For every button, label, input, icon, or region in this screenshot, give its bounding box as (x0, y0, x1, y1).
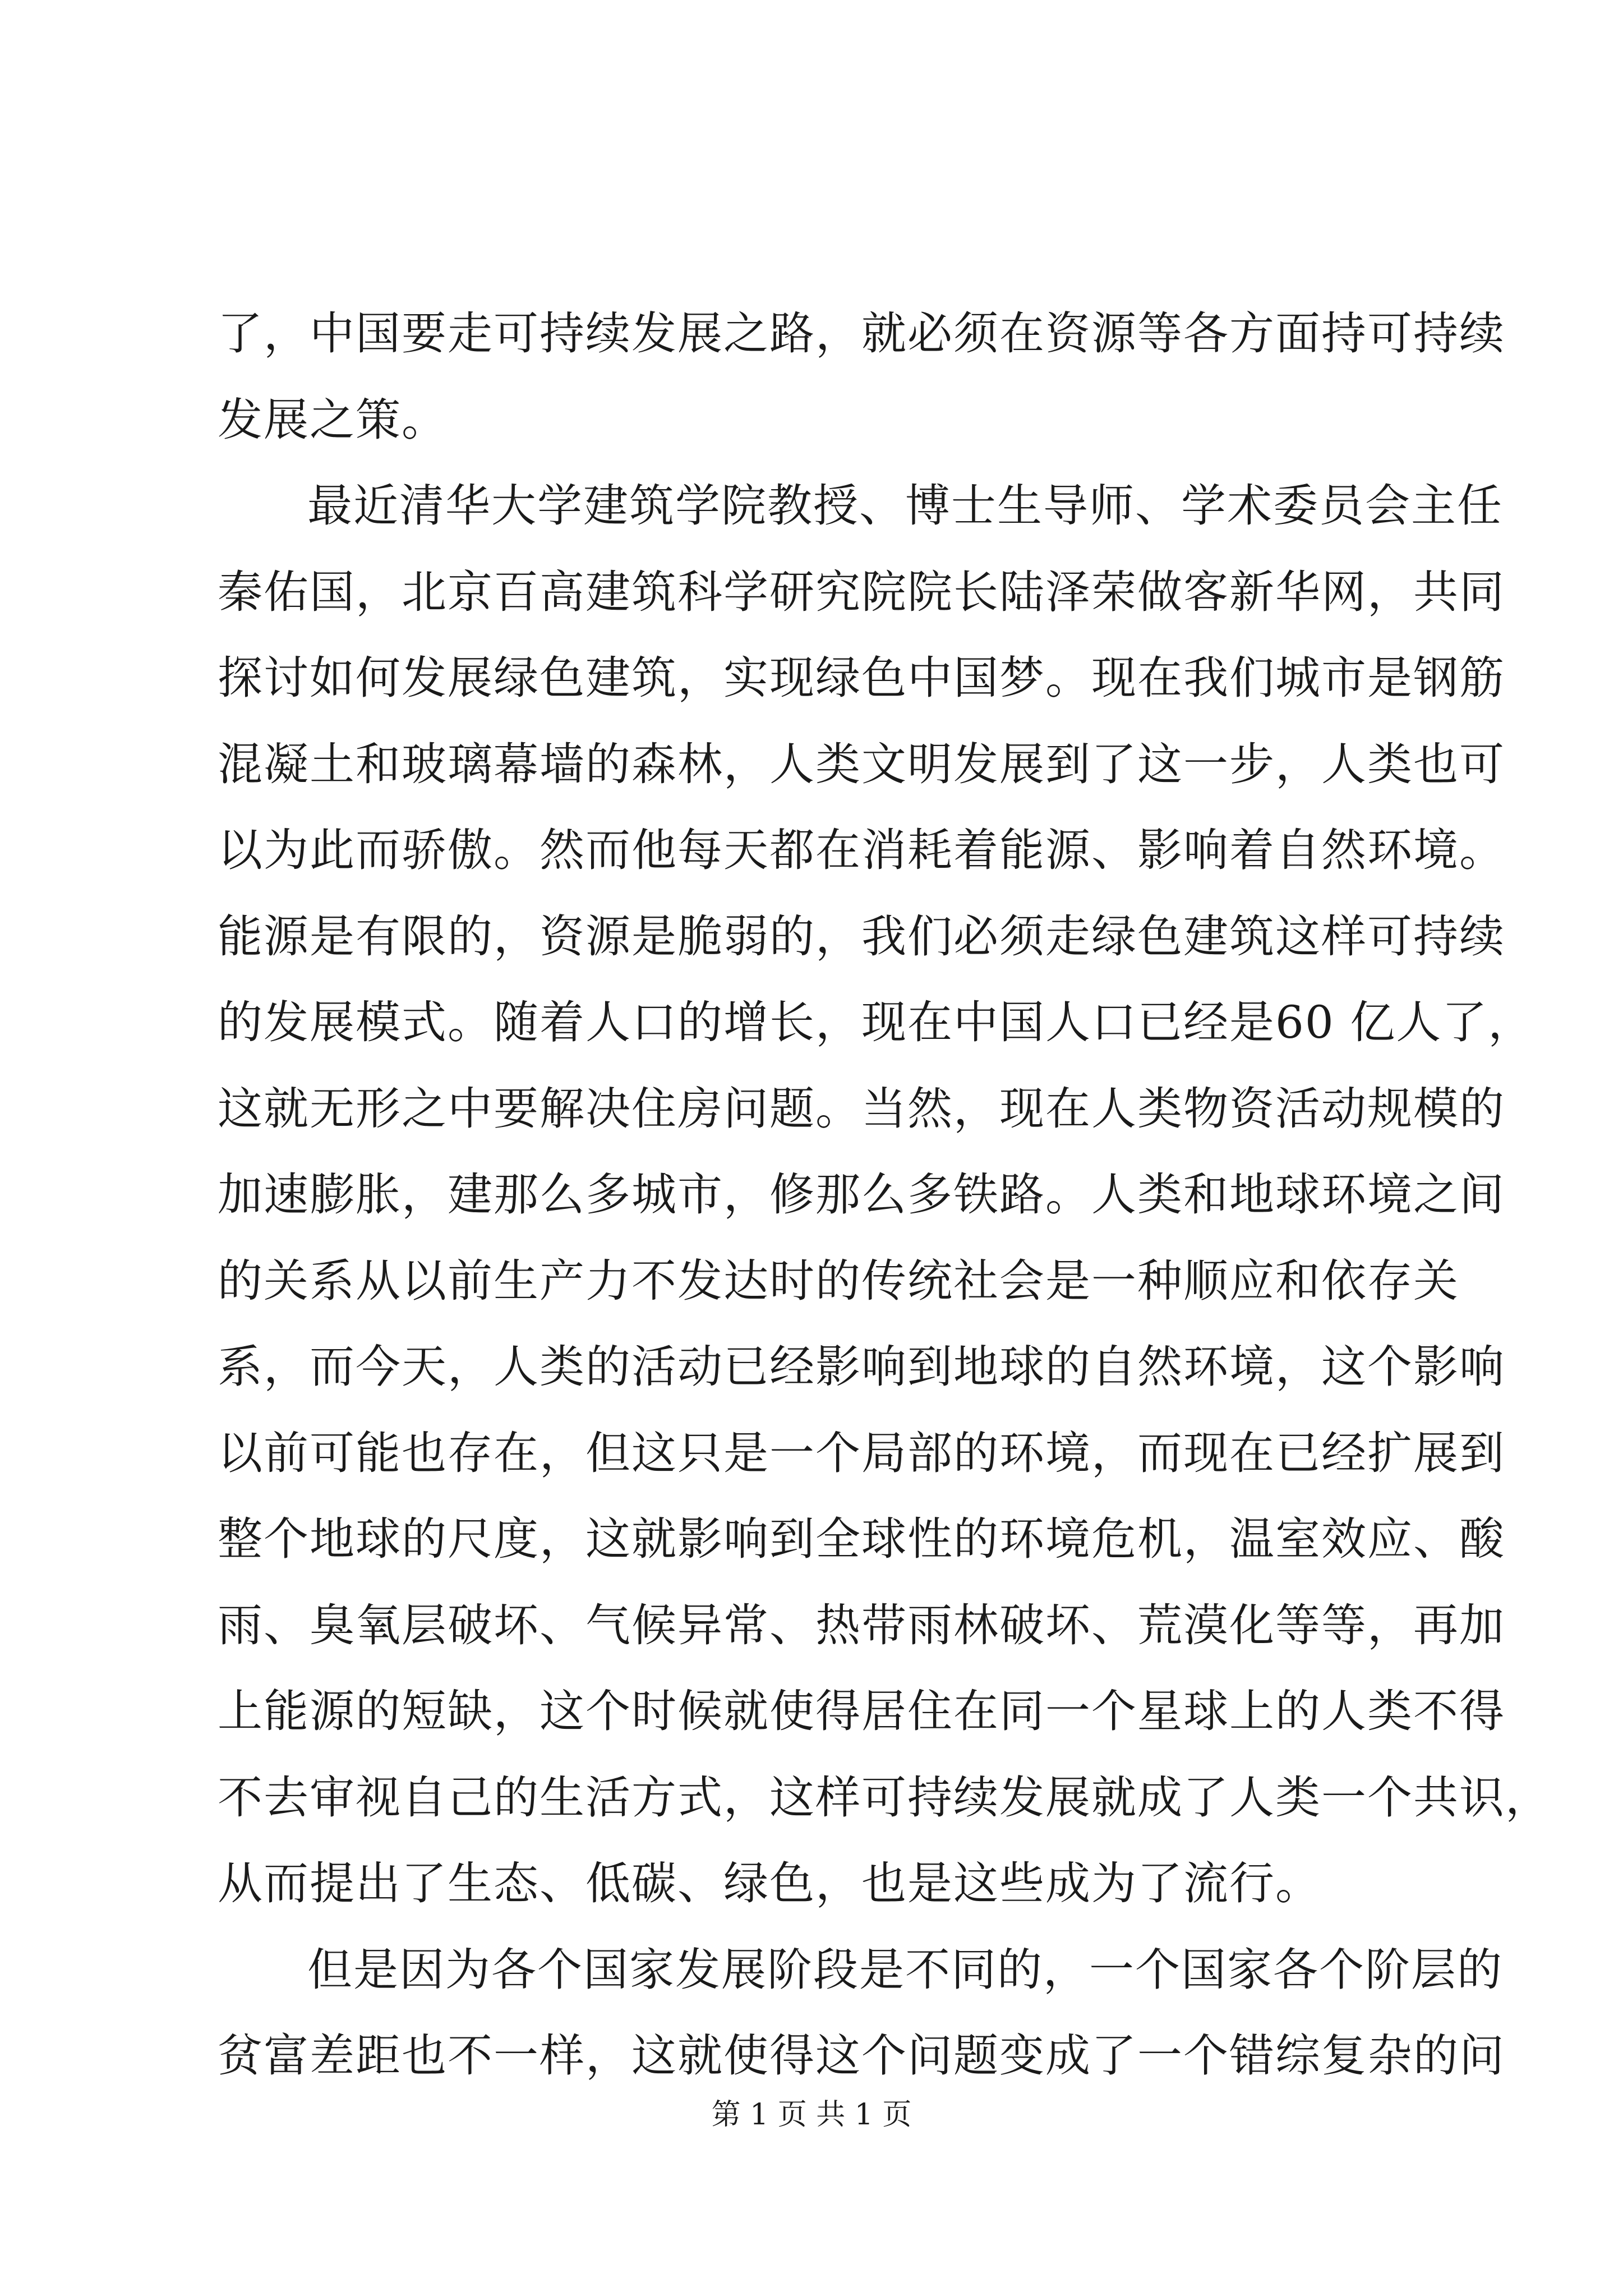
paragraph-start-line: 但是因为各个国家发展阶段是不同的，一个国家各个阶层的 (307, 1943, 1503, 1996)
document-body (218, 291, 1551, 2099)
text-line: 以为此而骄傲。然而他每天都在消耗着能源、影响着自然环境。 (218, 824, 1505, 876)
text-line: 能源是有限的，资源是脆弱的，我们必须走绿色建筑这样可持续 (218, 910, 1505, 963)
text-line: 以前可能也存在，但这只是一个局部的环境，而现在已经扩展到 (218, 1427, 1505, 1479)
text-line: 的关系从以前生产力不发达时的传统社会是一种顺应和依存关 (218, 1254, 1459, 1307)
text-line: 秦佑国，北京百高建筑科学研究院院长陆泽荣做客新华网，共同 (218, 565, 1505, 618)
text-line: 整个地球的尺度，这就影响到全球性的环境危机，温室效应、酸 (218, 1513, 1505, 1565)
text-line: 加速膨胀，建那么多城市，修那么多铁路。人类和地球环境之间 (218, 1168, 1505, 1221)
text-line: 上能源的短缺，这个时候就使得居住在同一个星球上的人类不得 (218, 1685, 1505, 1737)
paragraph-start-line: 最近清华大学建筑学院教授、博士生导师、学术委员会主任 (307, 480, 1503, 532)
text-line: 的发展模式。随着人口的增长，现在中国人口已经是60 亿人了， (218, 996, 1534, 1048)
text-line: 雨、臭氧层破坏、气候异常、热带雨林破坏、荒漠化等等，再加 (218, 1599, 1505, 1651)
text-line: 不去审视自己的生活方式，这样可持续发展就成了人类一个共识， (218, 1771, 1551, 1824)
text-line: 贫富差距也不一样，这就使得这个问题变成了一个错综复杂的问 (218, 2030, 1505, 2082)
text-line: 系，而今天，人类的活动已经影响到地球的自然环境，这个影响 (218, 1341, 1505, 1393)
text-line: 这就无形之中要解决住房问题。当然，现在人类物资活动规模的 (218, 1082, 1505, 1135)
text-line: 探讨如何发展绿色建筑，实现绿色中国梦。现在我们城市是钢筋 (218, 652, 1505, 704)
text-line: 了，中国要走可持续发展之路，就必须在资源等各方面持可持续 (218, 307, 1505, 360)
page-footer: 第 1 页 共 1 页 (711, 2098, 912, 2132)
text-line: 发展之策。 (218, 393, 448, 446)
text-line: 混凝土和玻璃幕墙的森林，人类文明发展到了这一步，人类也可 (218, 738, 1505, 790)
text-line: 从而提出了生态、低碳、绿色，也是这些成为了流行。 (218, 1857, 1321, 1910)
